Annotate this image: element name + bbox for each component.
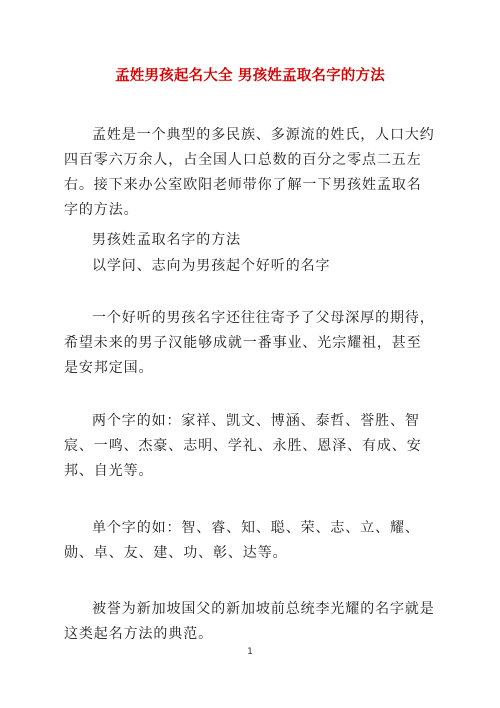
paragraph-text: 被誉为新加坡国父的新加坡前总统李光耀的名字就是这类起名方法的典范。 [64, 601, 435, 642]
page-number: 1 [247, 647, 253, 657]
paragraph-text: 孟姓是一个典型的多民族、多源流的姓氏，人口大约四百零六万余人，占全国人口总数的百分之零点二五左右。接下来办公室欧阳老师带你了解一下男孩姓孟取名字的方法。 [64, 127, 435, 218]
section-heading: 男孩姓孟取名字的方法 [92, 232, 241, 248]
document-title: 孟姓男孩起名大全 男孩姓孟取名字的方法 [115, 68, 385, 84]
paragraph-example [64, 597, 436, 647]
section-subheading: 以学问、志向为男孩起个好听的名字 [92, 258, 331, 274]
paragraph-text: 两个字的如：家祥、凯文、博涵、泰哲、誉胜、智宸、一鸣、杰豪、志明、学礼、永胜、恩泽、有成、安邦、自光等。 [64, 413, 422, 479]
paragraph-single-char-names [64, 516, 436, 566]
paragraph-text: 单个字的如：智、睿、知、聪、荣、志、立、耀、勋、卓、友、建、功、彰、达等。 [64, 520, 420, 561]
paragraph-two-char-names [64, 409, 436, 484]
paragraph-expectation [64, 306, 436, 381]
paragraph-text: 一个好听的男孩名字还往往寄予了父母深厚的期待，希望未来的男子汉能够成就一番事业、光宗耀祖，甚至是安邦定国。 [64, 310, 435, 376]
paragraph-intro [64, 123, 436, 223]
